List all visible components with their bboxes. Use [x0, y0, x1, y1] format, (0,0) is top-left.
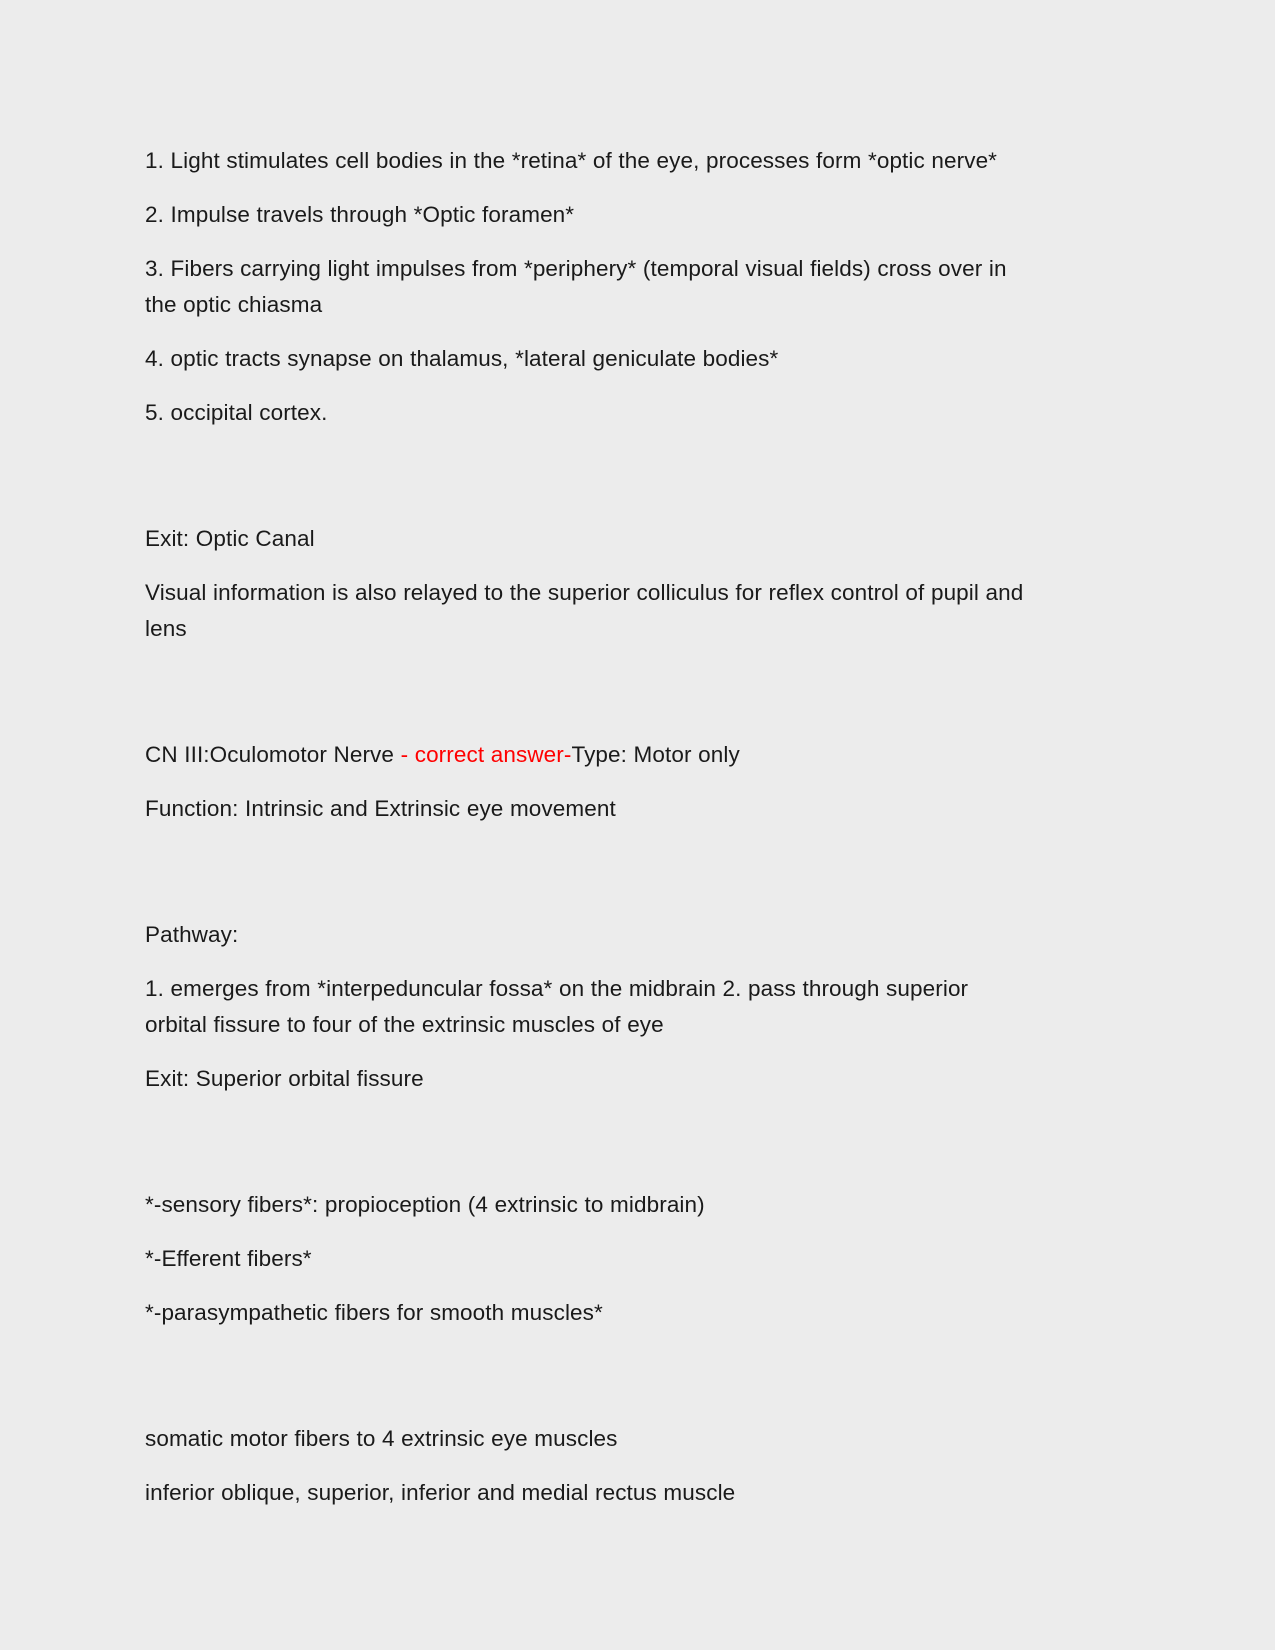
blank-line-5: [145, 1349, 1035, 1385]
blank-line-4: [145, 1115, 1035, 1151]
paragraph-optic-pathway-step-5: 5. occipital cortex.: [145, 400, 328, 425]
blank-line-1: [145, 449, 1035, 485]
paragraph-exit-superior-orbital-fissure: Exit: Superior orbital fissure: [145, 1066, 424, 1091]
paragraph-cn3-pathway-steps: 1. emerges from *interpeduncular fossa* on the midbrain 2. pass through superior orbital fissure to four of the extrinsic muscles of eye: [145, 976, 975, 1037]
correct-answer-marker: - correct answer-: [400, 742, 572, 767]
paragraph-rectus-muscles: inferior oblique, superior, inferior and medial rectus muscle: [145, 1480, 736, 1505]
blank-line-4b: [145, 1151, 1035, 1187]
cn3-question-text: CN III:Oculomotor Nerve: [145, 742, 401, 767]
paragraph-optic-pathway-step-3: 3. Fibers carrying light impulses from *periphery* (temporal visual fields) cross over in the optic chiasma: [145, 256, 1014, 317]
paragraph-optic-pathway-step-2: 2. Impulse travels through *Optic foramen*: [145, 202, 575, 227]
paragraph-cn3-answer: [145, 737, 1035, 773]
paragraph-superior-colliculus: Visual information is also relayed to the superior colliculus for reflex control of pupil and lens: [145, 580, 1030, 641]
document-body: [145, 143, 1035, 1511]
paragraph-somatic-motor-fibers: somatic motor fibers to 4 extrinsic eye muscles: [145, 1426, 618, 1451]
blank-line-3b: [145, 881, 1035, 917]
paragraph-exit-optic-canal: Exit: Optic Canal: [145, 526, 315, 551]
blank-line-3: [145, 845, 1035, 881]
paragraph-pathway-heading: Pathway:: [145, 922, 239, 947]
blank-line-1b: [145, 485, 1035, 521]
paragraph-efferent-fibers: *-Efferent fibers*: [145, 1246, 312, 1271]
blank-line-5b: [145, 1385, 1035, 1421]
paragraph-sensory-fibers: *-sensory fibers*: propioception (4 extrinsic to midbrain): [145, 1192, 705, 1217]
paragraph-optic-pathway-step-4: 4. optic tracts synapse on thalamus, *lateral geniculate bodies*: [145, 346, 779, 371]
blank-line-2b: [145, 701, 1035, 737]
cn3-answer-text: Type: Motor only: [571, 742, 740, 767]
paragraph-parasympathetic-fibers: *-parasympathetic fibers for smooth muscles*: [145, 1300, 603, 1325]
blank-line-2: [145, 665, 1035, 701]
paragraph-cn3-function: Function: Intrinsic and Extrinsic eye movement: [145, 796, 616, 821]
paragraph-optic-pathway-step-1: 1. Light stimulates cell bodies in the *retina* of the eye, processes form *optic nerve*: [145, 148, 998, 173]
